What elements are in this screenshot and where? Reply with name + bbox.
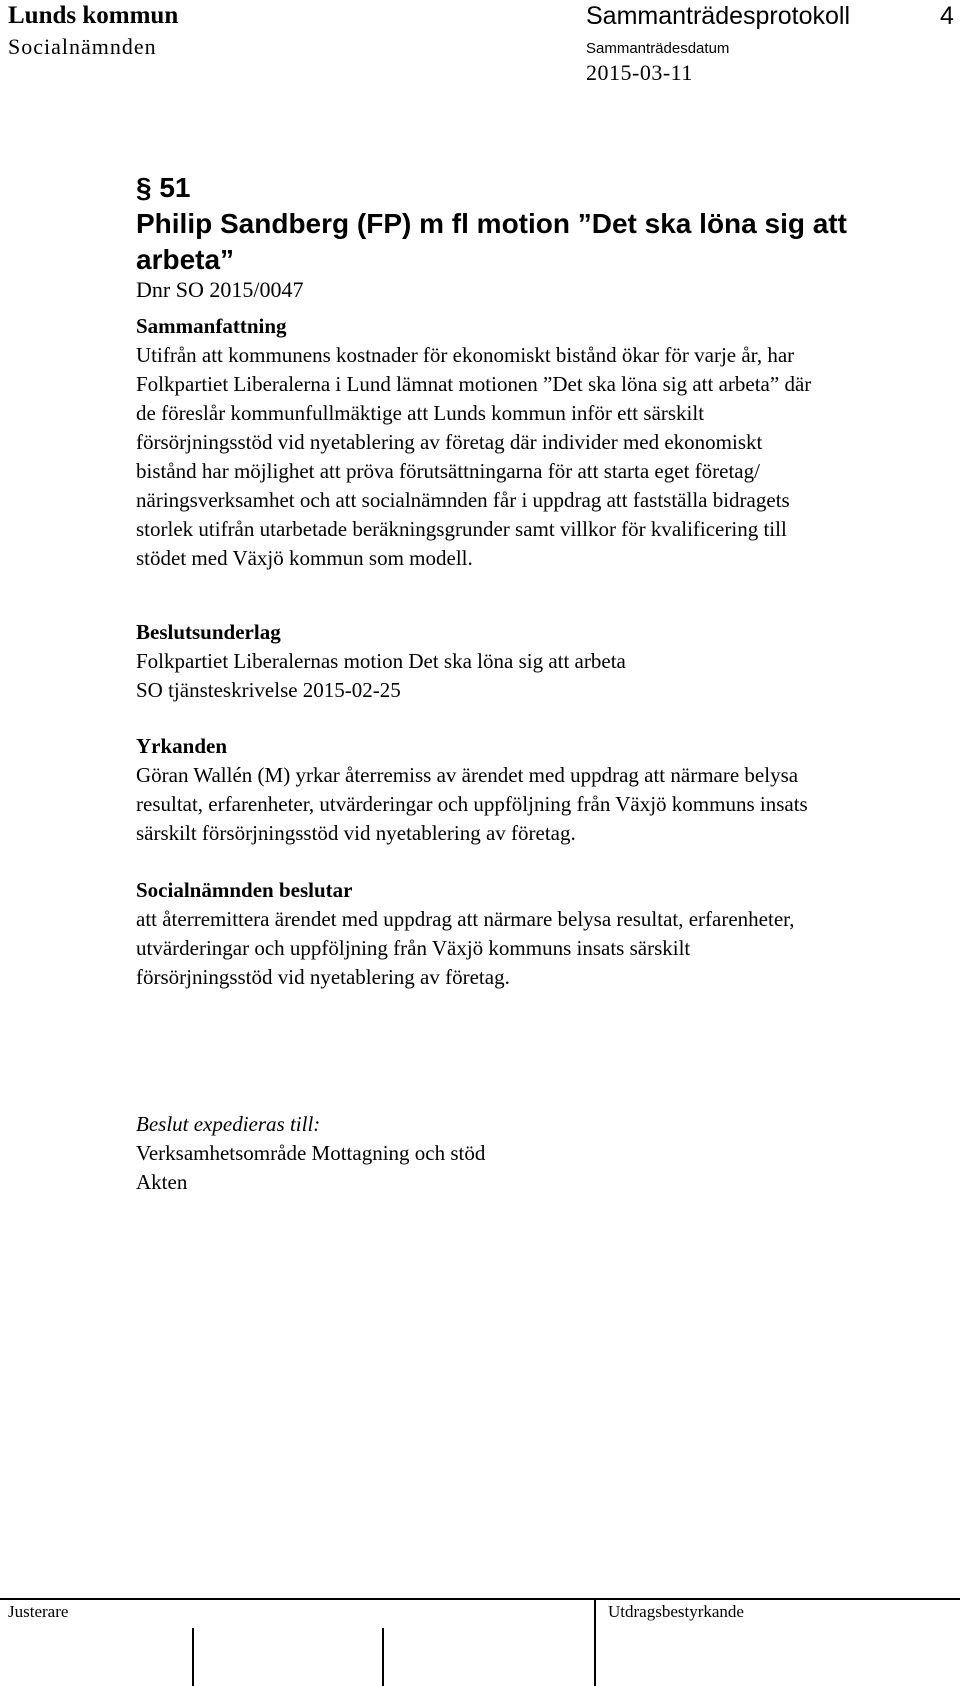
organization-name: Lunds kommun [8, 2, 179, 29]
summary-line: försörjningsstöd vid nyetablering av företag där individer med ekonomiskt [136, 430, 763, 454]
distribution-line: Verksamhetsområde Mottagning och stöd [136, 1141, 486, 1165]
signature-box-divider [594, 1600, 596, 1686]
adjuster-label: Justerare [8, 1602, 69, 1621]
decision-heading: Socialnämnden beslutar [136, 878, 353, 902]
section-sign-icon: § [136, 172, 152, 203]
distribution-line: Akten [136, 1170, 188, 1194]
extract-certification-label: Utdragsbestyrkande [608, 1602, 744, 1621]
basis-heading: Beslutsunderlag [136, 620, 281, 644]
decision-line: att återremittera ärendet med uppdrag att närmare belysa resultat, erfarenheter, [136, 907, 795, 931]
department-name: Socialnämnden [8, 34, 157, 59]
summary-line: stödet med Växjö kommun som modell. [136, 546, 473, 570]
basis-section [136, 618, 936, 705]
decision-line: försörjningsstöd vid nyetablering av företag. [136, 965, 510, 989]
summary-line: de föreslår kommunfullmäktige att Lunds kommun inför ett särskilt [136, 401, 705, 425]
case-number: Dnr SO 2015/0047 [136, 277, 304, 302]
motions-line: resultat, erfarenheter, utvärderingar och uppföljning från Växjö kommuns insats [136, 792, 808, 816]
summary-line: Folkpartiet Liberalerna i Lund lämnat motionen ”Det ska löna sig att arbeta” där [136, 372, 812, 396]
signature-box-divider [192, 1628, 194, 1686]
summary-line: bistånd har möjlighet att pröva förutsättningarna för att starta eget företag/ [136, 459, 760, 483]
decision-section [136, 876, 936, 992]
item-title-line-1: Philip Sandberg (FP) m fl motion ”Det ska löna sig att [136, 208, 847, 239]
distribution-heading: Beslut expedieras till: [136, 1112, 321, 1136]
document-title: Sammanträdesprotokoll [586, 2, 851, 30]
page-number: 4 [940, 2, 954, 30]
meeting-date: 2015-03-11 [586, 60, 693, 85]
motions-section [136, 732, 936, 848]
motions-heading: Yrkanden [136, 734, 228, 758]
summary-line: näringsverksamhet och att socialnämnden får i uppdrag att fastställa bidragets [136, 488, 790, 512]
item-title-line-2: arbeta” [136, 244, 235, 275]
paragraph-number: § 51 [136, 172, 191, 203]
distribution-section [136, 1110, 936, 1197]
motions-line: Göran Wallén (M) yrkar återremiss av ärendet med uppdrag att närmare belysa [136, 763, 799, 787]
meeting-date-label: Sammanträdesdatum [586, 40, 730, 57]
summary-section [136, 312, 936, 573]
item-heading [136, 170, 916, 278]
summary-line: storlek utifrån utarbetade beräkningsgrunder samt villkor för kvalificering till [136, 517, 787, 541]
summary-line: Utifrån att kommunens kostnader för ekonomiskt bistånd ökar för varje år, har [136, 343, 795, 367]
footer-divider [0, 1598, 960, 1600]
signature-box-divider [382, 1628, 384, 1686]
basis-line: Folkpartiet Liberalernas motion Det ska löna sig att arbeta [136, 649, 626, 673]
basis-line: SO tjänsteskrivelse 2015-02-25 [136, 678, 401, 702]
decision-line: utvärderingar och uppföljning från Växjö kommuns insats särskilt [136, 936, 691, 960]
motions-line: särskilt försörjningsstöd vid nyetablering av företag. [136, 821, 576, 845]
summary-heading: Sammanfattning [136, 314, 287, 338]
